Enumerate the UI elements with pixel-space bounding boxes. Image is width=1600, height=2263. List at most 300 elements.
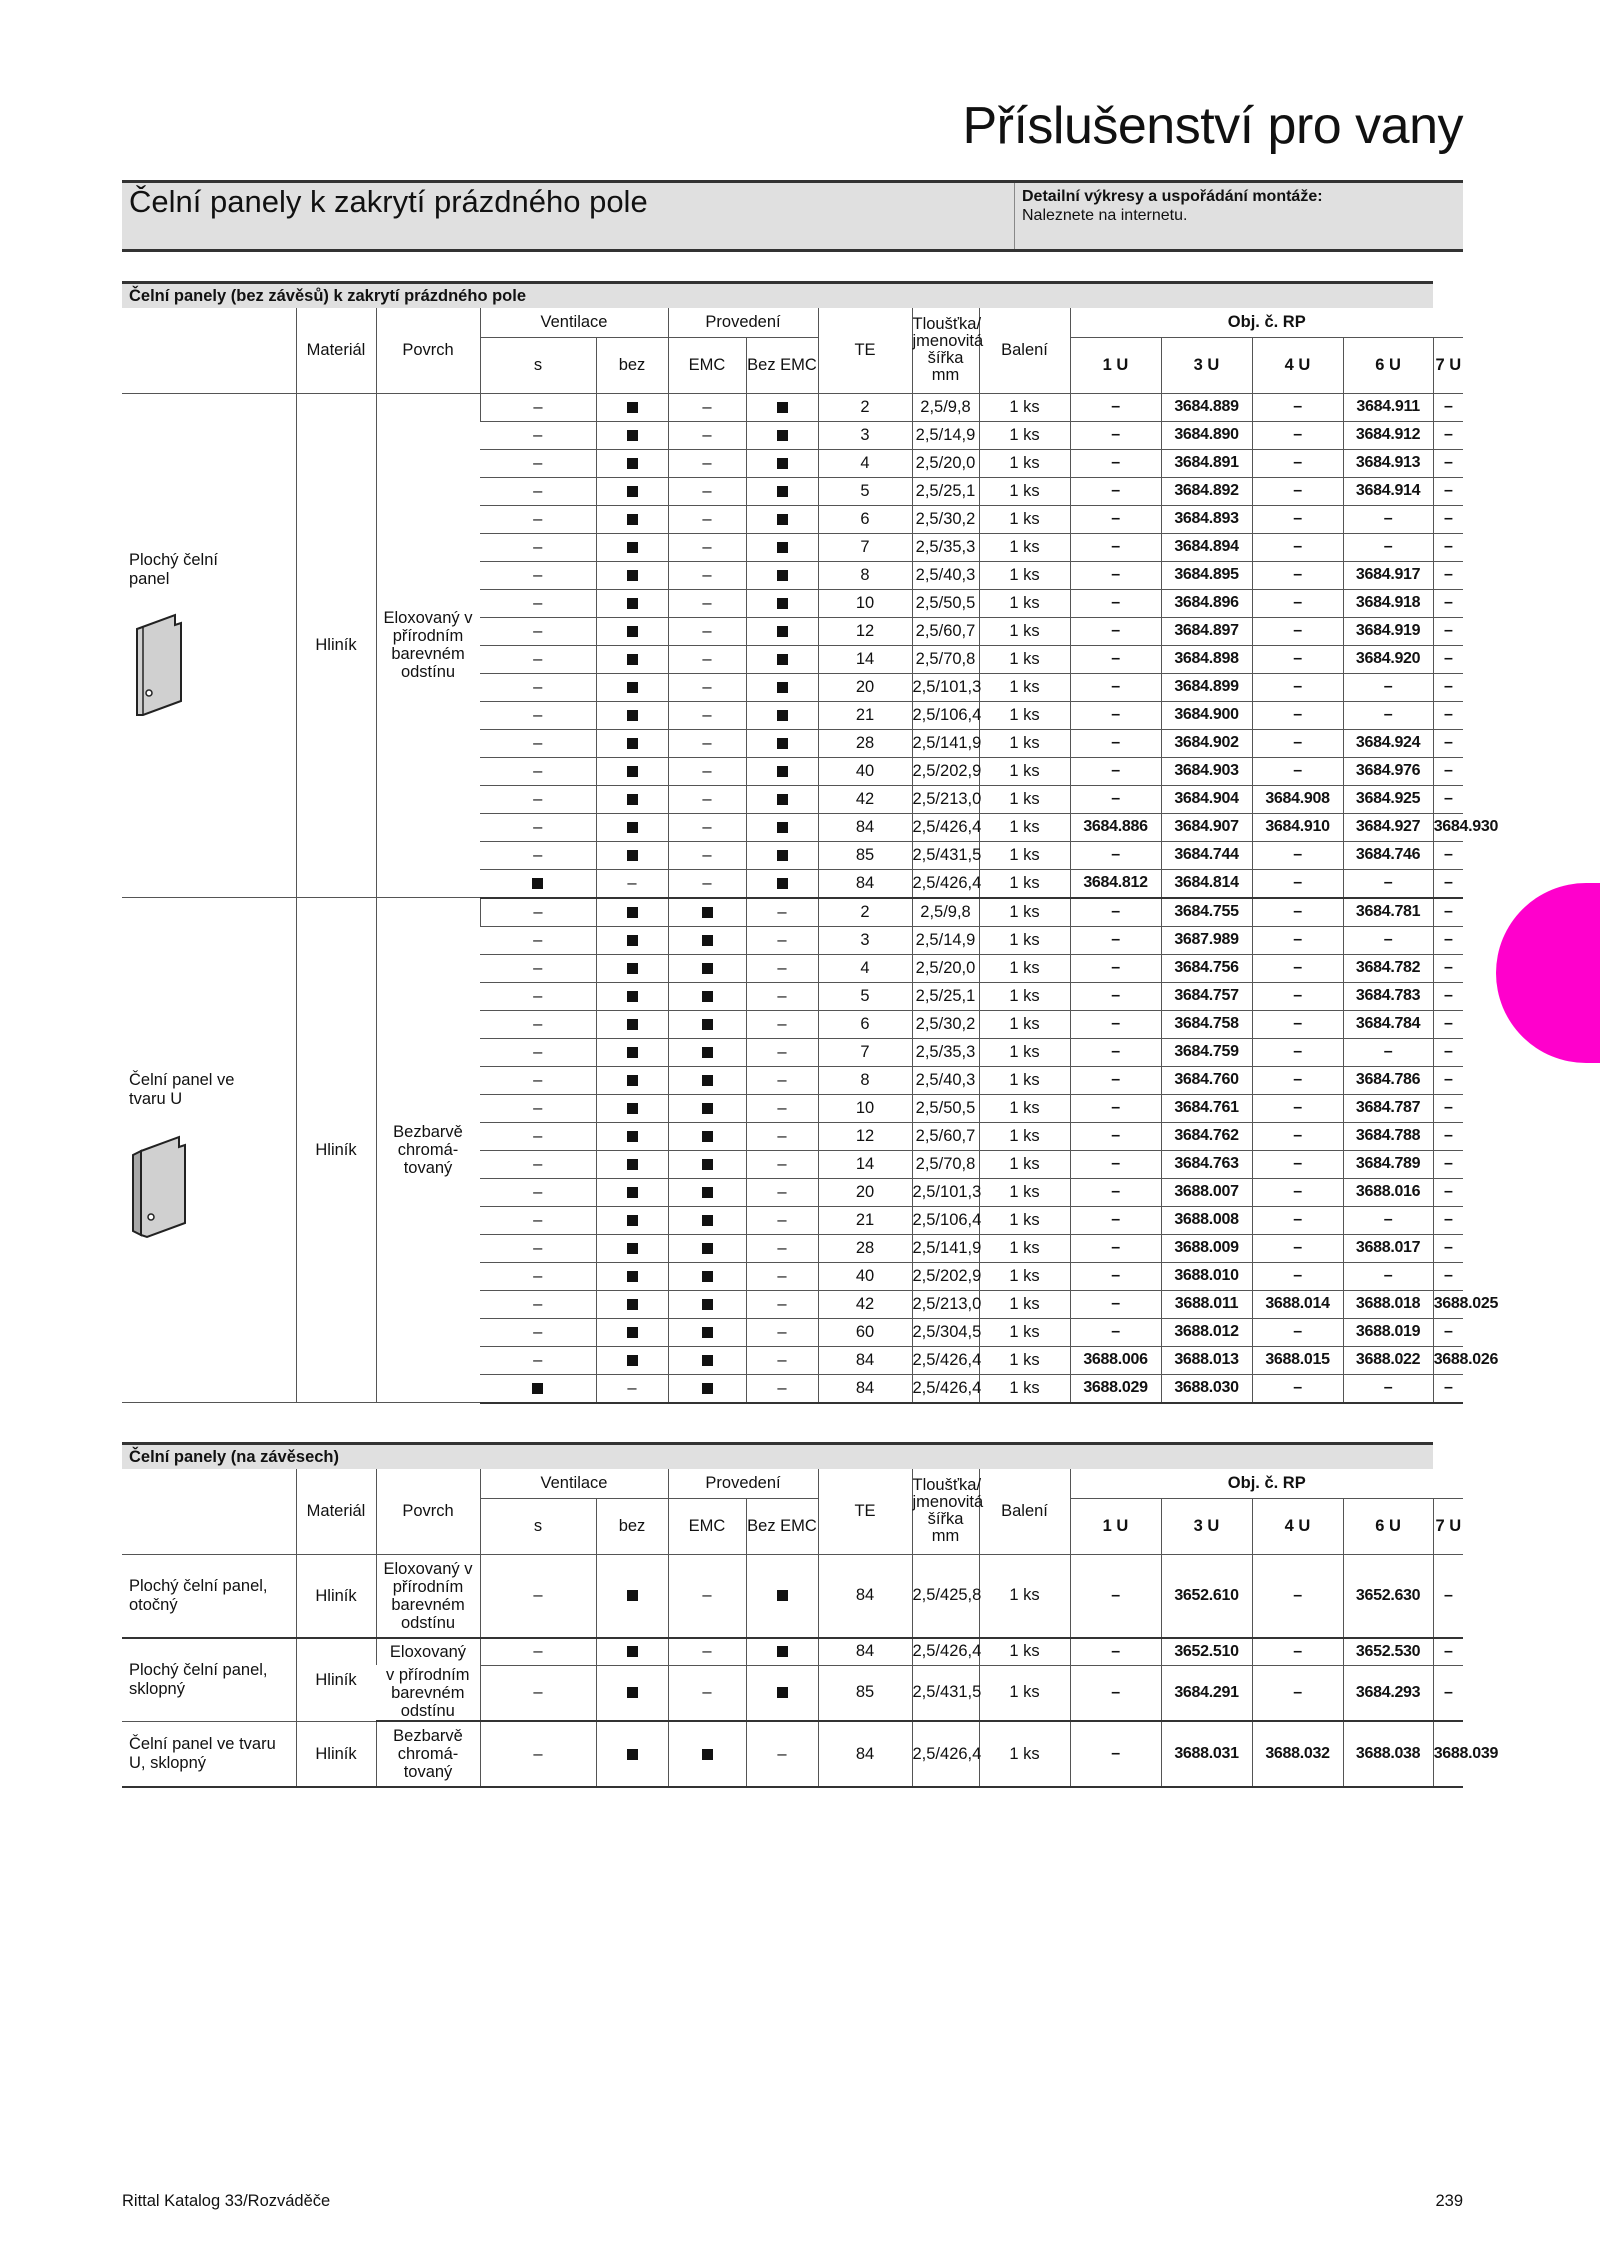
cell-thickness: 2,5/20,0 [912,449,979,477]
cell-emc [668,1721,746,1787]
cell-thickness: 2,5/141,9 [912,729,979,757]
cell-emc: – [668,589,746,617]
table-row [122,1721,1463,1787]
cell-emc: – [668,869,746,898]
surface-cell: Bezbarvě chromá-tovaný [376,1721,480,1787]
filled-square-icon [702,1075,713,1086]
cell-order-3u: 3687.989 [1161,926,1252,954]
col-material: Materiál [296,1469,376,1554]
cell-bez [596,1262,668,1290]
cell-thickness: 2,5/101,3 [912,673,979,701]
cell-order-4u: 3688.032 [1252,1721,1343,1787]
cell-packaging: 1 ks [979,1318,1070,1346]
table-panels-without-hinges [122,281,1499,1404]
cell-thickness: 2,5/14,9 [912,926,979,954]
cell-s [480,1374,596,1403]
cell-order-6u: 3684.976 [1343,757,1433,785]
cell-te: 84 [818,1374,912,1403]
cell-bez [596,1122,668,1150]
cell-order-1u: – [1070,729,1161,757]
cell-order-7u: – [1433,1010,1463,1038]
filled-square-icon [702,1383,713,1394]
cell-order-6u: – [1343,701,1433,729]
cell-order-3u: 3684.760 [1161,1066,1252,1094]
cell-order-3u: 3652.510 [1161,1638,1252,1665]
cell-bez-emc [746,589,818,617]
filled-square-icon [627,458,638,469]
cell-bez [596,1318,668,1346]
col-ventilace: Ventilace [480,1469,668,1498]
cell-order-1u: – [1070,954,1161,982]
cell-packaging: 1 ks [979,757,1070,785]
filled-square-icon [627,1749,638,1760]
cell-emc [668,954,746,982]
cell-order-6u: 3684.925 [1343,785,1433,813]
cell-emc [668,1010,746,1038]
filled-square-icon [702,1103,713,1114]
cell-order-4u: – [1252,841,1343,869]
cell-order-4u: – [1252,1374,1343,1403]
cell-order-3u: 3684.899 [1161,673,1252,701]
filled-square-icon [627,1131,638,1142]
cell-bez-emc [746,673,818,701]
surface-cell: Bezbarvě chromá-tovaný [376,898,480,1403]
table-row [122,1554,1463,1638]
product-label: Plochý čelní panel [129,550,218,588]
cell-emc [668,1318,746,1346]
cell-order-7u: 3688.026 [1433,1346,1463,1374]
cell-order-4u: – [1252,1665,1343,1721]
cell-packaging: 1 ks [979,982,1070,1010]
cell-thickness: 2,5/426,4 [912,1721,979,1787]
cell-order-1u: – [1070,1234,1161,1262]
cell-te: 60 [818,1318,912,1346]
cell-order-7u: – [1433,1665,1463,1721]
cell-thickness: 2,5/50,5 [912,1094,979,1122]
cell-order-3u: 3684.894 [1161,533,1252,561]
cell-order-4u: – [1252,1010,1343,1038]
cell-order-3u: 3684.758 [1161,1010,1252,1038]
cell-emc: – [668,1638,746,1665]
material-cell: Hliník [296,898,376,1403]
cell-s: – [480,898,596,927]
cell-thickness: 2,5/202,9 [912,1262,979,1290]
product-label-cell [122,898,296,1403]
cell-s: – [480,505,596,533]
cell-te: 14 [818,1150,912,1178]
cell-thickness: 2,5/426,4 [912,1346,979,1374]
filled-square-icon [777,402,788,413]
cell-order-4u: – [1252,561,1343,589]
cell-order-7u: 3688.025 [1433,1290,1463,1318]
cell-bez-emc [746,729,818,757]
cell-order-1u: – [1070,1150,1161,1178]
cell-thickness: 2,5/213,0 [912,1290,979,1318]
cell-order-1u: – [1070,1206,1161,1234]
cell-packaging: 1 ks [979,841,1070,869]
col-baleni: Balení [979,308,1070,393]
cell-packaging: 1 ks [979,729,1070,757]
filled-square-icon [627,598,638,609]
cell-order-4u: – [1252,449,1343,477]
surface-cell: Eloxovaný v přírodním barevném odstínu [376,393,480,898]
cell-te: 40 [818,1262,912,1290]
cell-order-6u: 3688.019 [1343,1318,1433,1346]
surface-cell: Eloxovaný v přírodním barevném odstínu [376,1554,480,1638]
cell-te: 8 [818,1066,912,1094]
cell-s: – [480,982,596,1010]
cell-emc [668,1066,746,1094]
cell-order-6u: 3684.913 [1343,449,1433,477]
cell-order-4u: – [1252,1318,1343,1346]
cell-order-3u: 3684.904 [1161,785,1252,813]
cell-te: 28 [818,1234,912,1262]
cell-emc: – [668,645,746,673]
filled-square-icon [627,1215,638,1226]
cell-order-3u: 3684.897 [1161,617,1252,645]
cell-order-7u: – [1433,954,1463,982]
cell-bez [596,1206,668,1234]
cell-te: 3 [818,421,912,449]
filled-square-icon [702,1019,713,1030]
cell-emc: – [668,757,746,785]
cell-thickness: 2,5/70,8 [912,1150,979,1178]
cell-s: – [480,813,596,841]
cell-thickness: 2,5/35,3 [912,533,979,561]
cell-order-1u: – [1070,1122,1161,1150]
cell-order-7u: – [1433,617,1463,645]
cell-order-7u: – [1433,589,1463,617]
cell-te: 28 [818,729,912,757]
cell-s: – [480,1290,596,1318]
cell-order-7u: – [1433,505,1463,533]
cell-s: – [480,785,596,813]
cell-order-1u: – [1070,589,1161,617]
filled-square-icon [627,710,638,721]
cell-order-3u: 3684.903 [1161,757,1252,785]
filled-square-icon [777,1590,788,1601]
cell-te: 6 [818,1010,912,1038]
cell-te: 5 [818,982,912,1010]
cell-order-7u: 3684.930 [1433,813,1463,841]
cell-bez [596,449,668,477]
filled-square-icon [627,682,638,693]
cell-thickness: 2,5/141,9 [912,1234,979,1262]
cell-order-1u: – [1070,926,1161,954]
cell-te: 8 [818,561,912,589]
cell-bez [596,926,668,954]
cell-s: – [480,1234,596,1262]
cell-thickness: 2,5/60,7 [912,617,979,645]
cell-order-6u: 3684.912 [1343,421,1433,449]
filled-square-icon [627,1159,638,1170]
section-heading: Čelní panely k zakrytí prázdného pole [129,184,648,219]
col-provedeni: Provedení [668,308,818,337]
col-te: TE [818,1469,912,1554]
cell-emc [668,1206,746,1234]
cell-emc [668,982,746,1010]
cell-order-1u: – [1070,561,1161,589]
cell-order-7u: – [1433,869,1463,898]
cell-order-6u: – [1343,1262,1433,1290]
filled-square-icon [702,1131,713,1142]
cell-s: – [480,449,596,477]
cell-order-4u: – [1252,1262,1343,1290]
cell-order-6u: – [1343,1206,1433,1234]
cell-bez [596,898,668,927]
cell-te: 42 [818,785,912,813]
cell-order-4u: – [1252,1094,1343,1122]
cell-order-6u: 3684.788 [1343,1122,1433,1150]
filled-square-icon [627,514,638,525]
filled-square-icon [702,963,713,974]
cell-bez-emc [746,393,818,421]
cell-order-1u: – [1070,1665,1161,1721]
cell-bez-emc [746,785,818,813]
cell-bez-emc [746,1665,818,1721]
filled-square-icon [777,542,788,553]
cell-order-1u: – [1070,1066,1161,1094]
cell-bez [596,1638,668,1665]
cell-bez-emc: – [746,1206,818,1234]
cell-packaging: 1 ks [979,1038,1070,1066]
cell-bez [596,954,668,982]
cell-order-6u: 3652.530 [1343,1638,1433,1665]
cell-emc: – [668,813,746,841]
cell-te: 20 [818,673,912,701]
cell-order-3u: 3684.756 [1161,954,1252,982]
cell-bez-emc: – [746,1150,818,1178]
filled-square-icon [627,963,638,974]
filled-square-icon [627,766,638,777]
cell-te: 84 [818,1346,912,1374]
cell-emc [668,1374,746,1403]
cell-thickness: 2,5/431,5 [912,1665,979,1721]
filled-square-icon [777,1646,788,1657]
cell-order-3u: 3684.291 [1161,1665,1252,1721]
col-label [122,1469,296,1554]
cell-order-1u: – [1070,701,1161,729]
filled-square-icon [627,1243,638,1254]
cell-order-6u: – [1343,926,1433,954]
cell-order-3u: 3684.895 [1161,561,1252,589]
cell-order-6u: – [1343,869,1433,898]
cell-bez [596,393,668,421]
cell-bez-emc: – [746,1122,818,1150]
cell-s: – [480,1554,596,1638]
filled-square-icon [627,1019,638,1030]
filled-square-icon [702,1159,713,1170]
cell-thickness: 2,5/50,5 [912,589,979,617]
filled-square-icon [702,991,713,1002]
cell-packaging: 1 ks [979,898,1070,927]
cell-bez-emc [746,477,818,505]
col-bez-emc: Bez EMC [746,337,818,393]
filled-square-icon [777,458,788,469]
cell-bez [596,1290,668,1318]
cell-thickness: 2,5/431,5 [912,841,979,869]
cell-bez [596,1721,668,1787]
col-material: Materiál [296,308,376,393]
filled-square-icon [627,1075,638,1086]
cell-order-6u: – [1343,1038,1433,1066]
cell-packaging: 1 ks [979,505,1070,533]
cell-order-4u: – [1252,729,1343,757]
col-1u: 1 U [1070,1498,1161,1554]
filled-square-icon [627,626,638,637]
filled-square-icon [627,850,638,861]
cell-order-4u: – [1252,869,1343,898]
cell-thickness: 2,5/60,7 [912,1122,979,1150]
cell-bez [596,701,668,729]
cell-te: 84 [818,1721,912,1787]
surface-cell: Eloxovaný [376,1638,480,1665]
cell-order-3u: 3688.012 [1161,1318,1252,1346]
cell-bez [596,617,668,645]
cell-order-7u: 3688.039 [1433,1721,1463,1787]
cell-te: 84 [818,813,912,841]
cell-order-7u: – [1433,1206,1463,1234]
cell-order-6u: 3684.746 [1343,841,1433,869]
cell-bez [596,1010,668,1038]
cell-s: – [480,1066,596,1094]
flat-panel-icon [129,611,189,721]
cell-order-4u: – [1252,898,1343,927]
cell-order-7u: – [1433,1094,1463,1122]
cell-order-6u: 3688.022 [1343,1346,1433,1374]
cell-bez-emc: – [746,982,818,1010]
filled-square-icon [702,1271,713,1282]
filled-square-icon [627,907,638,918]
cell-thickness: 2,5/30,2 [912,505,979,533]
cell-order-1u: – [1070,841,1161,869]
cell-packaging: 1 ks [979,421,1070,449]
cell-order-6u: 3684.782 [1343,954,1433,982]
cell-te: 10 [818,1094,912,1122]
filled-square-icon [627,570,638,581]
cell-order-3u: 3684.759 [1161,1038,1252,1066]
cell-order-7u: – [1433,1374,1463,1403]
cell-s: – [480,926,596,954]
cell-thickness: 2,5/101,3 [912,1178,979,1206]
cell-te: 10 [818,589,912,617]
u-panel-icon [129,1131,189,1241]
cell-s: – [480,1665,596,1721]
col-tloustka: Tloušťka/ jmenovitá šířka mm [912,1469,979,1554]
cell-thickness: 2,5/426,4 [912,1374,979,1403]
cell-thickness: 2,5/70,8 [912,645,979,673]
cell-bez [596,421,668,449]
filled-square-icon [702,1355,713,1366]
surface-cell: v přírodním barevném odstínu [376,1665,480,1721]
cell-bez [596,505,668,533]
cell-bez-emc [746,1554,818,1638]
cell-order-1u: – [1070,533,1161,561]
cell-order-4u: – [1252,477,1343,505]
filled-square-icon [777,822,788,833]
cell-order-4u: – [1252,1122,1343,1150]
cell-order-6u: 3684.918 [1343,589,1433,617]
cell-order-3u: 3684.892 [1161,477,1252,505]
cell-thickness: 2,5/425,8 [912,1554,979,1638]
cell-bez: – [596,1374,668,1403]
cell-order-6u: – [1343,1374,1433,1403]
cell-packaging: 1 ks [979,561,1070,589]
cell-bez-emc: – [746,1290,818,1318]
cell-order-3u: 3684.900 [1161,701,1252,729]
filled-square-icon [627,935,638,946]
cell-order-6u: – [1343,533,1433,561]
cell-order-7u: – [1433,449,1463,477]
filled-square-icon [702,1749,713,1760]
cell-order-7u: – [1433,645,1463,673]
cell-thickness: 2,5/35,3 [912,1038,979,1066]
cell-order-4u: – [1252,1206,1343,1234]
filled-square-icon [627,991,638,1002]
cell-order-1u: – [1070,1262,1161,1290]
cell-packaging: 1 ks [979,1066,1070,1094]
cell-order-4u: 3684.908 [1252,785,1343,813]
cell-packaging: 1 ks [979,449,1070,477]
cell-te: 84 [818,1554,912,1638]
product-image [129,1131,296,1246]
cell-order-4u: – [1252,701,1343,729]
cell-order-4u: – [1252,1554,1343,1638]
cell-te: 3 [818,926,912,954]
filled-square-icon [777,766,788,777]
cell-emc [668,1038,746,1066]
cell-bez [596,673,668,701]
cell-s: – [480,1318,596,1346]
material-cell: Hliník [296,1554,376,1638]
cell-emc: – [668,701,746,729]
cell-packaging: 1 ks [979,701,1070,729]
filled-square-icon [702,1299,713,1310]
product-label-cell [122,393,296,898]
cell-thickness: 2,5/20,0 [912,954,979,982]
cell-bez-emc: – [746,926,818,954]
cell-thickness: 2,5/30,2 [912,1010,979,1038]
cell-order-4u: 3688.014 [1252,1290,1343,1318]
cell-emc [668,1150,746,1178]
cell-bez [596,561,668,589]
filled-square-icon [627,738,638,749]
cell-order-4u: 3688.015 [1252,1346,1343,1374]
cell-bez [596,1038,668,1066]
cell-bez [596,729,668,757]
col-s: s [480,1498,596,1554]
cell-s: – [480,673,596,701]
material-cell: Hliník [296,1638,376,1721]
cell-order-3u: 3688.031 [1161,1721,1252,1787]
cell-te: 2 [818,393,912,421]
cell-packaging: 1 ks [979,533,1070,561]
product-label: Plochý čelní panel, sklopný [122,1638,296,1721]
cell-emc [668,1262,746,1290]
table-title: Čelní panely (na závěsech) [122,1444,1433,1470]
cell-emc: – [668,841,746,869]
filled-square-icon [777,514,788,525]
cell-bez-emc: – [746,1234,818,1262]
cell-order-4u: 3684.910 [1252,813,1343,841]
cell-bez-emc: – [746,1318,818,1346]
cell-order-6u: 3684.789 [1343,1150,1433,1178]
cell-order-3u: 3684.898 [1161,645,1252,673]
cell-bez-emc [746,841,818,869]
filled-square-icon [777,710,788,721]
cell-order-3u: 3688.008 [1161,1206,1252,1234]
filled-square-icon [702,1243,713,1254]
